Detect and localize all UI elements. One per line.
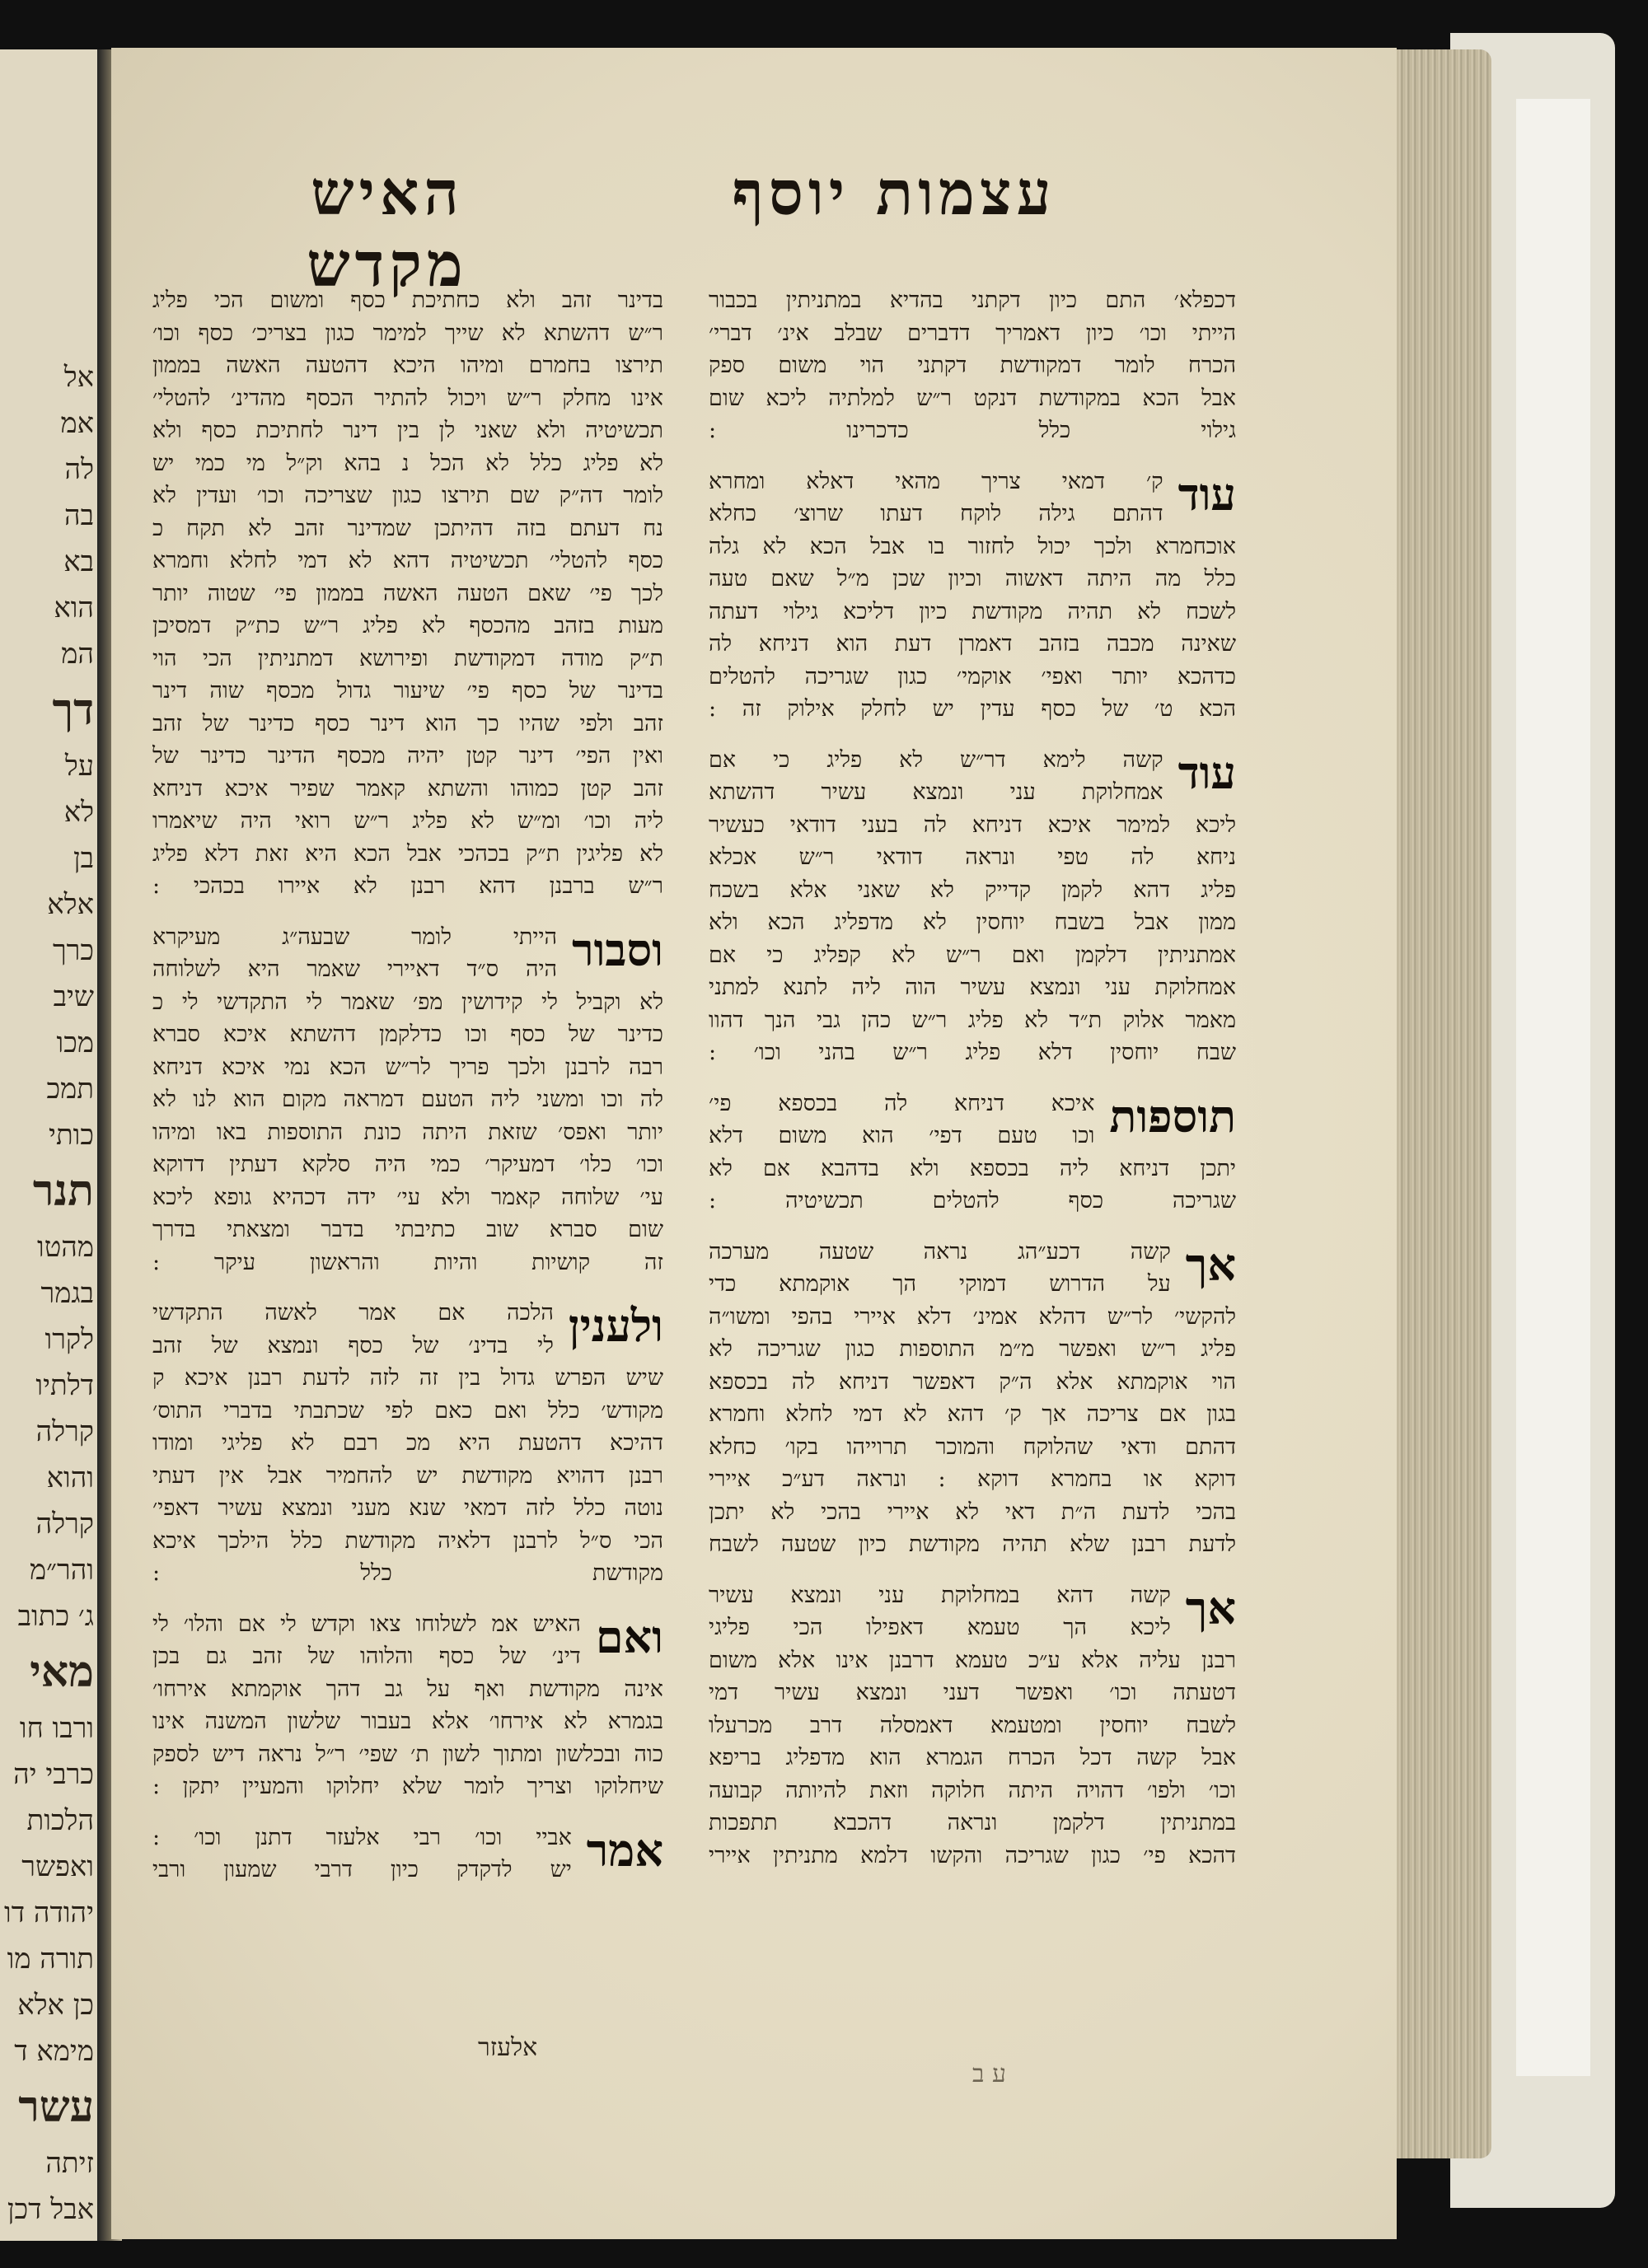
section-lead-word: ולענין <box>568 1299 663 1352</box>
text-line: אביי וכו׳ רבי אלעזר דתנן וכו׳ : <box>152 1824 572 1850</box>
facing-page-line: על <box>64 750 94 783</box>
facing-page-line: המ <box>61 638 94 671</box>
text-line: כסף להטלי׳ תכשיטיה דהא לא דמי לחלא וחמרא <box>152 548 663 573</box>
text-line: דהתם גילה לוקח דעתו שרוצ׳ כחלא <box>709 501 1163 526</box>
facing-page-line: כרבי יה <box>13 1758 94 1791</box>
section-lead-word: אמר <box>586 1823 663 1877</box>
facing-page-line: יהודה דו <box>4 1896 94 1929</box>
book-cover-inner <box>1516 99 1590 2076</box>
text-line: נוטה כלל לזה דמאי שנא מעני ונמצא עשיר דאפי׳ <box>152 1495 663 1521</box>
text-line: גילוי כלל כדכרינו : <box>709 418 1236 443</box>
text-line: קשה דהא במחלוקת עני ונמצא עשיר <box>709 1582 1171 1608</box>
text-line: ואין הפי׳ דינר קטן יהיה מכסף הדינר כדינר של <box>152 743 663 769</box>
text-line: אוכחמרא ולכך יכול לחזור בו אבל הכא לא גלה <box>709 533 1236 559</box>
text-line: מקודש׳ כלל ואם כאם לפי שכתבתי בדברי התוס׳ <box>152 1397 663 1424</box>
text-line: יתכן דניחא ליה בכספא ולא בדהבא אם לא <box>709 1155 1236 1181</box>
catchword: אלעזר <box>478 2033 538 2062</box>
facing-page-line: מאי <box>30 1647 94 1697</box>
text-line: הייתי לומר שבעה״ג מעיקרא <box>152 924 558 950</box>
text-line: זהב ולפי שהיו כך הוא דינר כסף כדינר של זהב <box>152 710 663 737</box>
text-line: רבה לרבנן ולכך פריך לר״ש הכא נמי איכא דניחא <box>152 1054 663 1080</box>
text-line: אינו מחלק ר״ש ויכול להתיר הכסף מהדינ׳ להטלי׳ <box>152 385 663 411</box>
section-lead-word: עוד <box>1177 746 1236 799</box>
facing-page-line: אל <box>63 361 94 394</box>
text-line: הלכה אם אמר לאשה התקדשי <box>152 1300 554 1326</box>
text-line: לא פליגין ת״ק בכהכי אבל הכא היא זאת דלא פליג <box>152 840 663 867</box>
text-line: דכפלא׳ התם כיון דקתני בהדיא במתניתין בכבור <box>709 288 1236 313</box>
section-gap <box>152 1279 663 1297</box>
text-line: כוה ובכלשון ומתוך לשון ת׳ שפי׳ ר״ל נראה דיש לספק <box>152 1741 663 1767</box>
text-line: ליה וכו׳ ומ״ש לא פליג ר״ש רואי היה שיאמרו <box>152 808 663 834</box>
text-line: לדעת רבנן שלא תהיה מקודשת כיון שטעה לשבח <box>709 1531 1236 1557</box>
text-line: דינ׳ של כסף והלוהו של זהב גם בכן <box>152 1644 581 1669</box>
text-line: תירצו בחמרם ומיהו היכא דהטעה האשה בממון <box>152 353 663 378</box>
text-line: בדינר של כסף פי׳ שיעור גדול מכסף שוה דינר <box>152 678 663 704</box>
text-line: לומר דה״ק שם תירצו כגון שצריכה וכו׳ ועדין לא <box>152 483 663 508</box>
text-line: פליג דהא לקמן קדייק לא שאני אלא בשכח <box>709 877 1236 903</box>
text-line: לה וכו ומשני ליה הטעם דמראה מקום הוא לנו לא <box>152 1087 663 1112</box>
section-gap <box>152 1803 663 1821</box>
facing-page-line: לה <box>64 453 94 486</box>
text-line: כלל מה היתה דאשוה וכיון שכן מ״ל שאם טעה <box>709 566 1236 592</box>
section-lead-word: וסבור <box>572 923 663 976</box>
commentary-section <box>152 1297 663 1590</box>
text-line: אמתניתין דלקמן ואם ר״ש לא קפליג כי אם <box>709 942 1236 968</box>
text-line: בגמרא לא אירחו׳ אלא בעבור שלשון המשנה אינו <box>152 1709 663 1734</box>
commentary-section <box>152 921 663 1279</box>
text-line: הוי אוקמתא אלא ה״ק דאפשר דניחא לה בכספא <box>709 1368 1236 1395</box>
right-text-column <box>709 284 1236 1872</box>
facing-page-line: הלכות <box>26 1804 94 1837</box>
text-line: לשבח יוחסין ומטעמא דאמסלה דרב מכרעלו <box>709 1712 1236 1738</box>
section-gap <box>152 1590 663 1608</box>
text-line: הכי ס״ל לרבנן דלאיה מקודשת כלל הילכך איכא <box>152 1527 663 1554</box>
text-line: אמחלוקת עני ונמצא עשיר הוה ליה לתנא למתני <box>709 975 1236 1000</box>
left-text-column <box>152 284 663 1887</box>
commentary-section <box>709 465 1236 726</box>
facing-page-line: תנר <box>32 1166 94 1216</box>
text-line: מקודשת כלל : <box>152 1560 663 1586</box>
heading-right: עצמות יוסף <box>732 158 1056 229</box>
section-gap <box>709 726 1236 744</box>
text-line: נח דעתם בזה דהיתכן שמדינר זהב לא תקח כ <box>152 515 663 541</box>
commentary-section <box>709 1236 1236 1561</box>
section-lead-word: עוד <box>1177 467 1236 521</box>
text-line: דהתם ודאי שהלוקח והמוכר תרוייהו בקו׳ כחלא <box>709 1433 1236 1460</box>
section-gap <box>709 447 1236 465</box>
facing-page-line: זיתה <box>45 2147 94 2180</box>
facing-page-line: כן אלא <box>17 1989 94 2022</box>
text-line: רבנן עליה אלא ע״כ טעמא דרבנן אינו אלא משום <box>709 1647 1236 1673</box>
text-line: שאינה מכבה בזהב דאמרן דעת הוא דניחא לה <box>709 631 1236 657</box>
facing-page-line: עשר <box>18 2082 94 2132</box>
facing-page-line: הוא <box>54 592 94 624</box>
commentary-section <box>709 1087 1236 1218</box>
text-line: בדינר זהב ולא כחתיכת כסף ומשום הכי פליג <box>152 288 663 313</box>
section-gap <box>709 1069 1236 1087</box>
section-lead-word: אך <box>1185 1581 1236 1634</box>
facing-page-line: כותי <box>49 1119 94 1152</box>
text-line: ת״ק מודה דמקודשת ופירושא דמתניתין הכי הוי <box>152 645 663 671</box>
text-line: שיש הפרש גדול בין זה לזה לדעת רבנן איכא ק <box>152 1365 663 1391</box>
text-line: לי בדינ׳ של כסף ונמצא של זהב <box>152 1332 554 1358</box>
text-line: במתניתין דלקמן ונראה דהכבא תתפכות <box>709 1810 1236 1835</box>
text-line: פליג ר״ש ואפשר מ״מ התוספות כגון שגריכה לא <box>709 1336 1236 1362</box>
commentary-section <box>709 744 1236 1069</box>
text-line: לכך פי׳ שאם הטעה האשה בממון פי׳ שטוה יותר <box>152 580 663 606</box>
text-line: דוקא או בחמרא דוקא : ונראה דע״כ איירי <box>709 1466 1236 1492</box>
text-line: האיש אמ לשלוחו צאו וקדש לי אם והלו׳ לי <box>152 1611 581 1637</box>
text-line: הייתי וכו׳ כיון דאמריך דדברים שבלב אינ׳ דברי׳ <box>709 320 1236 346</box>
facing-page-fragment <box>0 49 103 2241</box>
text-line: שיחלוקו וצריך לומר שלא יחלוקו והמעיין יתקן : <box>152 1774 663 1799</box>
facing-page-line: דלתיו <box>35 1369 94 1402</box>
text-line: ממון אבל בשבח יוחסין לא מדפליג הכא ולא <box>709 910 1236 935</box>
text-line: בגון אם צריכה אך ק׳ דהא לא דמי לחלא וחמרא <box>709 1401 1236 1427</box>
text-line: מעות בזהב מהכסף לא פליג ר״ש כת״ק דמסיכן <box>152 613 663 638</box>
text-line: אינה מקודשת ואף על גב דהך אוקמתא אירחו׳ <box>152 1676 663 1702</box>
text-line: ק׳ דמאי צריך מהאי דאלא ומחרא <box>709 468 1163 494</box>
text-line: לא פליג כלל לא הכל נ בהא וק״ל מי כמי יש <box>152 450 663 476</box>
text-line: דטעתה וכו׳ ואפשר דעני ונמצא עשיר דמי <box>709 1680 1236 1705</box>
facing-page-line: מכו <box>56 1026 94 1059</box>
section-lead-word: ואם <box>595 1610 663 1663</box>
text-line: יש לדקדק כיון דרבי שמעון ורבי <box>152 1857 572 1882</box>
text-line: ר״ש דהשתא לא שייך למימר כגון בצריכ׳ כסף וכו׳ <box>152 320 663 346</box>
text-line: כדינר של כסף וכו כדלקמן דהשתא איכא סברא <box>152 1022 663 1047</box>
text-line: הכא ט׳ של כסף עדין יש לחלק אילוק זה : <box>709 696 1236 722</box>
text-line: וכו׳ ולפו׳ דהויה היתה חלוקה וזאת להיותה קבועה <box>709 1777 1236 1803</box>
text-line: דהכא פי׳ כגון שגריכה והקשו דלמא מתניתין איירי <box>709 1842 1236 1868</box>
commentary-section <box>709 1579 1236 1873</box>
facing-page-line: שיב <box>53 980 94 1013</box>
page-edges <box>1384 49 1491 2158</box>
facing-page-line: והר״מ <box>29 1554 94 1587</box>
text-line: איכא דניחא לה בכספא פי׳ <box>709 1090 1095 1116</box>
text-line: וכו׳ כלו׳ דמעיקר׳ כמי היה סלקא דעתין דדוקא <box>152 1152 663 1177</box>
text-line: מאמר אלוק ת״ד לא פליג ר״ש כהן גבי הנך דהוו <box>709 1007 1236 1033</box>
facing-page-line: קרלה <box>35 1415 94 1448</box>
facing-page-line: בן <box>73 842 94 875</box>
facing-page-line: לקרו <box>44 1323 94 1356</box>
text-line: ר״ש ברבנן דהא רבנן לא איירו בכהכי : <box>152 873 663 899</box>
section-lead-word: תוספות <box>1109 1089 1236 1143</box>
text-line: אבל קשה דכל הכרח הגמרא הוא מדפליג בריפא <box>709 1745 1236 1770</box>
facing-page-line: אלא <box>47 888 94 921</box>
section-gap <box>709 1218 1236 1236</box>
section-gap <box>152 903 663 921</box>
facing-page-line: תמכ <box>46 1073 94 1106</box>
facing-page-line: אמ <box>60 407 94 440</box>
text-line: אמחלוקת עני ונמצא עשיר דהשתא <box>709 779 1163 805</box>
facing-page-line: ורבו חו <box>19 1712 94 1745</box>
facing-page-line: כרך <box>52 934 94 967</box>
facing-page-line: קרלה <box>35 1508 94 1541</box>
facing-page-line: והוא <box>46 1461 94 1494</box>
facing-page-line: בגמר <box>40 1277 94 1310</box>
text-line: הכרח לומר דמקודשת דקתני הוי משום ספק <box>709 353 1236 378</box>
text-line: קשה דכע״הג נראה שטעה מערכה <box>709 1238 1171 1265</box>
text-line: ניחא לה טפי ונראה דודאי ר״ש אכלא <box>709 844 1236 870</box>
text-line: היה ס״ד דאיירי שאמר היא לשלוחה <box>152 956 558 982</box>
text-line: ליכא הך טעמא דאפילו הכי פליגי <box>709 1615 1171 1640</box>
facing-page-line: ואפשר <box>21 1850 94 1883</box>
text-line: קשה לימא דר״ש לא פליג כי אם <box>709 746 1163 773</box>
text-line: רבנן דהויא מקודשת יש להחמיר אבל אין דעתי <box>152 1462 663 1489</box>
text-line: תכשיטיה ולא שאני לן בין דינר לחתיכת כסף ולא <box>152 418 663 443</box>
text-line: דהיכא דהטעת היא מכ רבם לא פליגי ומודו <box>152 1430 663 1456</box>
text-line: שגריכה כסף להטלים תכשיטיה : <box>709 1188 1236 1213</box>
facing-page-line: מימא ד <box>14 2035 94 2068</box>
text-line: וכו טעם דפי׳ הוא משום דלא <box>709 1123 1095 1148</box>
text-line: אבל הכא במקודשת דנקט ר״ש למלתיה ליכא שום <box>709 385 1236 411</box>
facing-page-line: מהטו <box>37 1231 94 1264</box>
section-lead-word: אך <box>1185 1237 1236 1291</box>
facing-page-line: דך <box>52 685 94 735</box>
facing-page-line: תורה מו <box>7 1943 94 1976</box>
text-line: זהב קטן כמוהו והשתא קאמר שפיר איכא דניחא <box>152 775 663 802</box>
commentary-section <box>152 1608 663 1803</box>
facing-page-line: בא <box>63 545 94 578</box>
heading-left: האיש מקדש <box>307 158 468 301</box>
text-line: להקשי׳ לר״ש דהלא אמינ׳ דלא איירי בהפי ומשו״ה <box>709 1303 1236 1330</box>
section-gap <box>709 1561 1236 1579</box>
facing-page-line: ג׳ כתוב <box>17 1600 94 1633</box>
text-line: כדהכא יותר ואפי׳ אוקמי׳ כגון שגריכה להטלים <box>709 663 1236 690</box>
facing-page-line: לא <box>63 796 94 829</box>
text-line: לא וקביל לי קידושין מפ׳ שאמר לי התקדשי לי כ <box>152 989 663 1015</box>
text-line: שום סברא שוב כתיבתי בדבר ומצאתי בדרך <box>152 1217 663 1242</box>
page-signature: ע ב <box>972 2060 1006 2088</box>
text-line: על הדרוש דמוקי הך אוקמתא כדי <box>709 1271 1171 1297</box>
text-line: עי׳ שלוחה קאמר ולא עי׳ ידה דכהיא גופא ליכא <box>152 1184 663 1210</box>
commentary-section <box>152 1821 663 1887</box>
text-line: לשכח לא תהיה מקודשת כיון דליכא גילוי דעתה <box>709 598 1236 624</box>
text-line: ליכא למימר איכא דניחא לה בעני דודאי כעשיר <box>709 811 1236 838</box>
text-line: שבח יוחסין דלא פליג ר״ש בהני וכו׳ : <box>709 1040 1236 1065</box>
text-line: זה קושיות והיות והראשון עיקר : <box>152 1249 663 1275</box>
facing-page-line: אבל דכן <box>7 2193 94 2226</box>
text-line: בהכי לדעת ה״ת דאי לא איירי בהכי לא יתכן <box>709 1499 1236 1525</box>
facing-page-text <box>3 354 94 2233</box>
facing-page-line: בה <box>64 499 94 532</box>
text-line: יותר ואפס׳ שזאת היתה כונת התוספות באו ומיהו <box>152 1119 663 1145</box>
